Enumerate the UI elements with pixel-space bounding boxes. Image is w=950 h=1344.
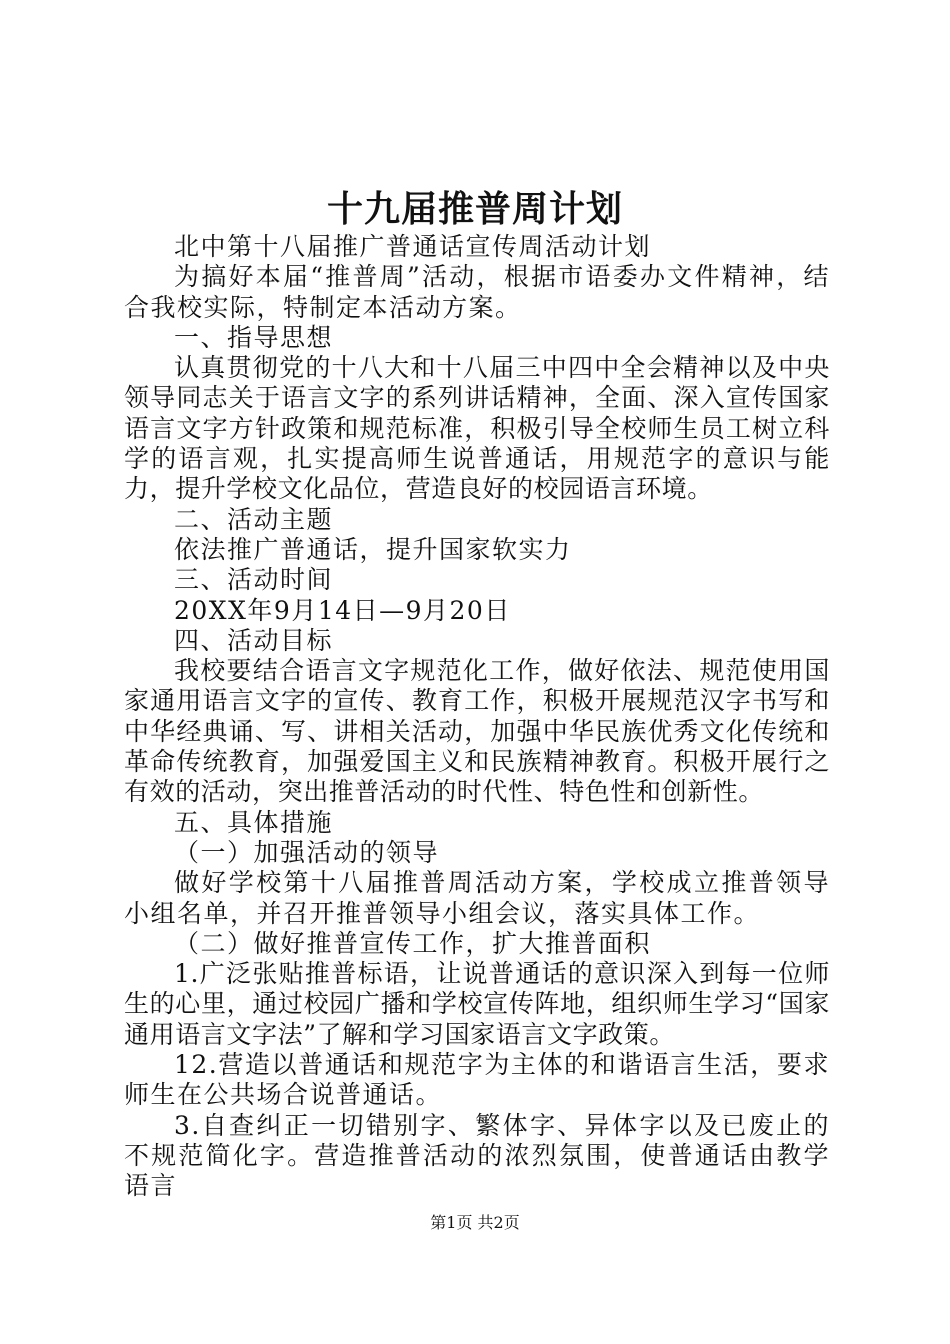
publicity-item-2: 12.营造以普通话和规范字为主体的和谐语言生活，要求师生在公共场合说普通话。 [124, 1050, 830, 1110]
section-heading-activity-time: 三、活动时间 [174, 565, 334, 595]
leadership-paragraph: 做好学校第十八届推普周活动方案，学校成立推普领导小组名单，并召开推普领导小组会议，落实具体工作。 [124, 868, 830, 928]
activity-goals-paragraph: 我校要结合语言文字规范化工作，做好依法、规范使用国家通用语言文字的宣传、教育工作，积极开展规范汉字书写和中华经典诵、写、讲相关活动，加强中华民族优秀文化传统和革命传统教育，加强爱国主义和民族精神教育。积极开展行之有效的活动，突出推普活动的时代性、特色性和创新性。 [124, 656, 830, 807]
intro-paragraph: 为搞好本届“推普周”活动，根据市语委办文件精神，结合我校实际，特制定本活动方案。 [124, 262, 830, 322]
guiding-thought-paragraph: 认真贯彻党的十八大和十八届三中四中全会精神以及中央领导同志关于语言文字的系列讲话精神，全面、深入宣传国家语言文字方针政策和规范标准，积极引导全校师生员工树立科学的语言观，扎实提高师生说普通话，用规范字的意识与能力，提升学校文化品位，营造良好的校园语言环境。 [124, 353, 830, 504]
publicity-item-1: 1.广泛张贴推普标语，让说普通话的意识深入到每一位师生的心里，通过校园广播和学校宣传阵地，组织师生学习“国家通用语言文字法”了解和学习国家语言文字政策。 [124, 959, 830, 1049]
plan-subtitle: 北中第十八届推广普通话宣传周活动计划 [174, 232, 652, 261]
activity-theme-paragraph: 依法推广普通话，提升国家软实力 [174, 534, 572, 564]
section-heading-guiding-thought: 一、指导思想 [174, 322, 334, 352]
document-body [124, 232, 830, 1202]
section-heading-specific-measures: 五、具体措施 [174, 807, 334, 837]
document-title: 十九届推普周计划 [326, 188, 623, 230]
subheading-leadership: （一）加强活动的领导 [174, 837, 440, 867]
publicity-item-3: 3.自查纠正一切错别字、繁体字、异体字以及已废止的不规范简化字。营造推普活动的浓烈氛围，使普通话由教学语言 [124, 1110, 830, 1201]
subheading-publicity: （二）做好推普宣传工作，扩大推普面积 [174, 928, 652, 958]
page-footer: 第1页 共2页 [430, 1213, 520, 1232]
section-heading-activity-goals: 四、活动目标 [174, 625, 334, 655]
section-heading-activity-theme: 二、活动主题 [174, 504, 334, 534]
activity-time-paragraph: 20XX年9月14日—9月20日 [174, 595, 511, 625]
